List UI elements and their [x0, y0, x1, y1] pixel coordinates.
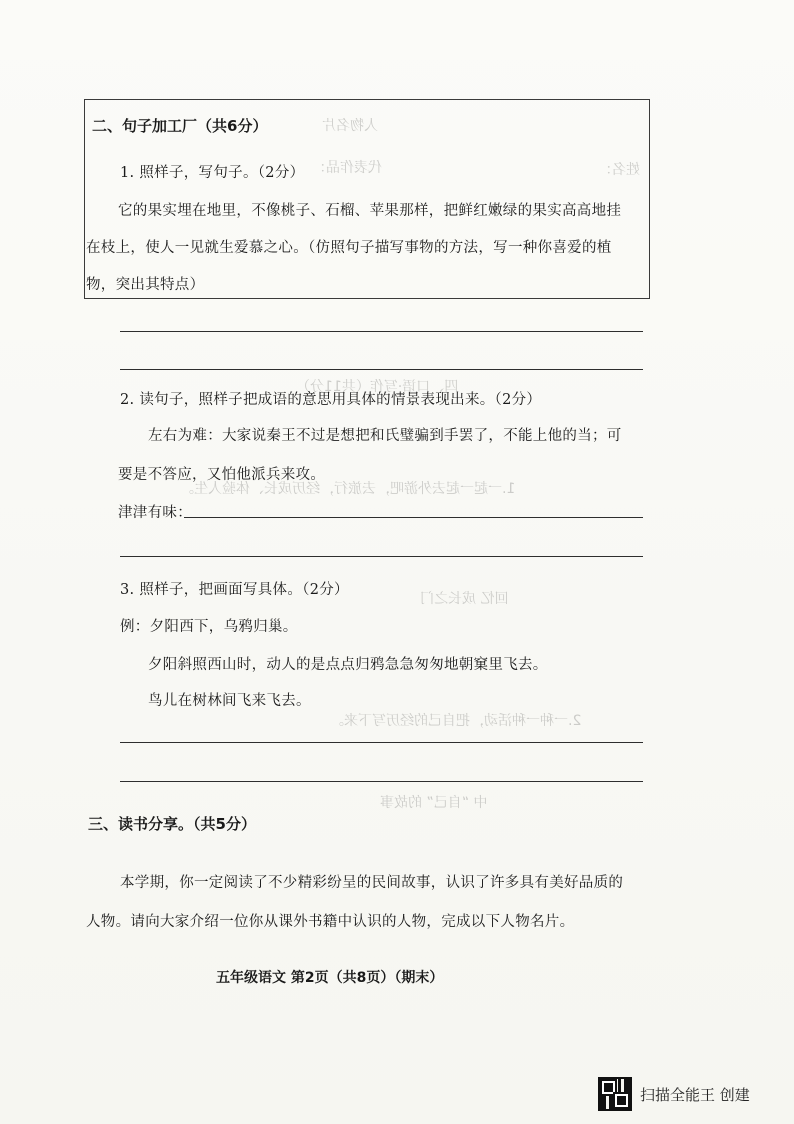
qr-code-icon: [598, 1077, 632, 1111]
q3-task: 鸟儿在树林间飞来飞去。: [148, 693, 311, 709]
q2-answer-line[interactable]: [120, 556, 643, 557]
q3-prompt: 3. 照样子，把画面写具体。（2分）: [120, 582, 349, 598]
bleed-through-text: 代表作品：: [312, 160, 382, 176]
q1-answer-line[interactable]: [120, 369, 643, 370]
section2-title: 二、句子加工厂（共6分）: [92, 117, 268, 135]
q2-answer-line[interactable]: [184, 517, 643, 518]
q3-answer-line[interactable]: [120, 742, 643, 743]
q3-example-label: 例：夕阳西下，乌鸦归巢。: [120, 619, 298, 635]
section3-intro-line1: 本学期，你一定阅读了不少精彩纷呈的民间故事，认识了许多具有美好品质的: [120, 875, 624, 891]
bleed-through-text: 姓名：: [598, 162, 640, 178]
bleed-through-text: 中 “自己” 的故事: [380, 795, 488, 811]
q2-example-line2: 要是不答应，又怕他派兵来攻。: [118, 467, 326, 483]
q1-example-line2: 在枝上，使人一见就生爱慕之心。（仿照句子描写事物的方法，写一种你喜爱的植: [86, 240, 612, 256]
q2-example-line1: 左右为难：大家说秦王不过是想把和氏璧骗到手罢了，不能上他的当；可: [148, 428, 622, 444]
q3-example-expanded: 夕阳斜照西山时，动人的是点点归鸦急急匆匆地朝窠里飞去。: [148, 657, 548, 673]
q1-answer-line[interactable]: [120, 331, 643, 332]
q1-prompt: 1. 照样子，写句子。（2分）: [120, 165, 305, 181]
section3-title: 三、读书分享。（共5分）: [88, 815, 256, 833]
bleed-through-text: 四、口语·写作（共11分）: [296, 379, 459, 395]
bleed-through-text: 回忆 成长之门: [420, 591, 509, 607]
q3-answer-line[interactable]: [120, 781, 643, 782]
bleed-through-text: 2.一种一种活动，把自己的经历写下来。: [330, 713, 582, 729]
bleed-through-text: 1.一起一起去外游吧，去旅行，经历成长、体验人生。: [180, 481, 516, 497]
q2-idiom-label: 津津有味：: [118, 505, 192, 521]
bleed-through-text: 人物名片: [322, 118, 378, 134]
scanner-watermark: 扫描全能王 创建: [640, 1086, 750, 1104]
q1-example-line1: 它的果实埋在地里，不像桃子、石榴、苹果那样，把鲜红嫩绿的果实高高地挂: [118, 203, 622, 219]
page-footer: 五年级语文 第2页（共8页）（期末）: [216, 970, 444, 986]
q1-example-line3: 物，突出其特点）: [86, 277, 205, 293]
section3-intro-line2: 人物。请向大家介绍一位你从课外书籍中认识的人物，完成以下人物名片。: [86, 914, 575, 930]
q2-prompt: 2. 读句子，照样子把成语的意思用具体的情景表现出来。（2分）: [120, 392, 542, 408]
